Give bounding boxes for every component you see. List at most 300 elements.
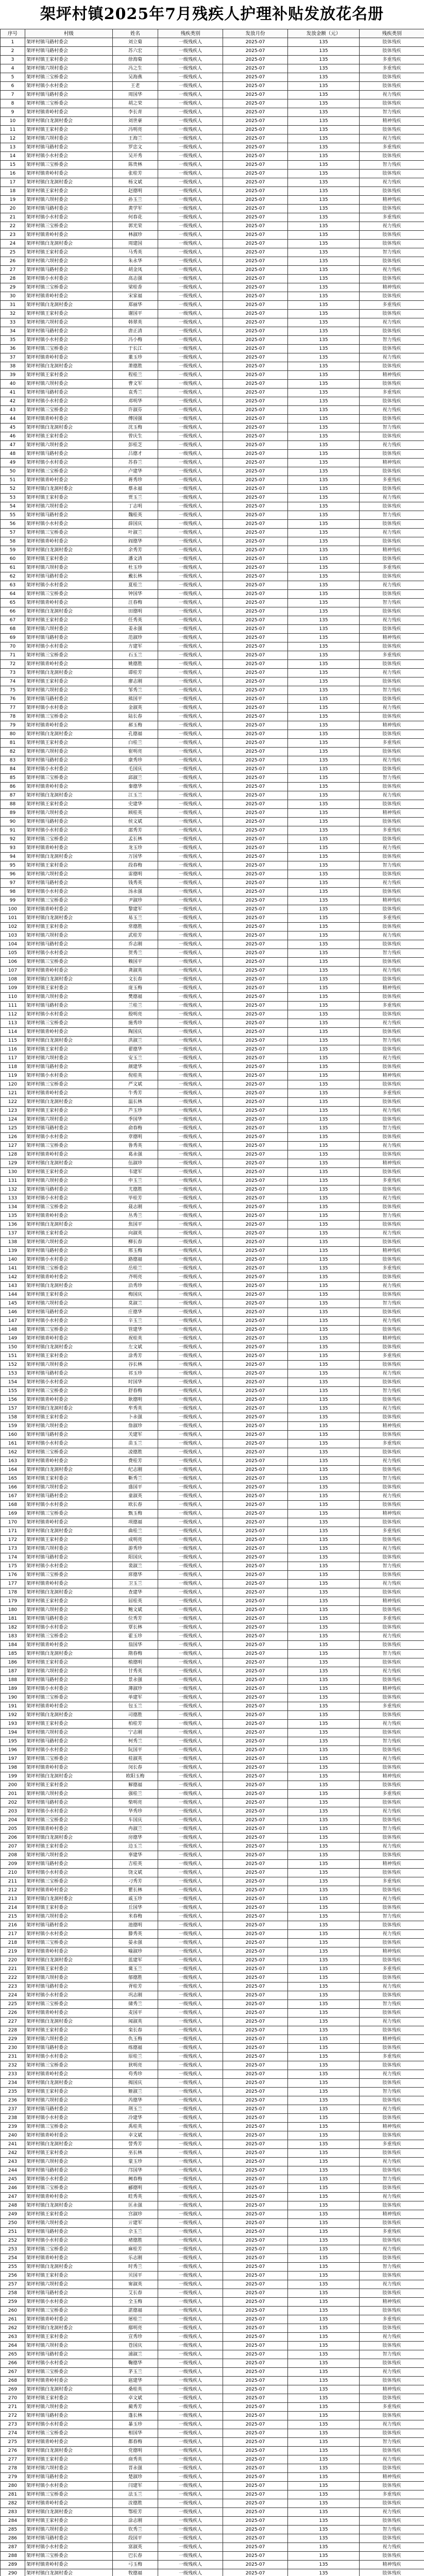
cell-village: 架坪村镇青岭村委会 — [25, 1273, 113, 1282]
cell-village: 架坪村镇白龙洞村委会 — [25, 1466, 113, 1475]
cell-type: 肢体残疾 — [360, 1291, 424, 1299]
cell-month: 2025-07 — [223, 240, 288, 248]
cell-grade: 一级残疾人 — [158, 1807, 223, 1816]
cell-index: 241 — [1, 2140, 25, 2149]
cell-village: 架坪村镇王家村委会 — [25, 1720, 113, 1728]
cell-amount: 135 — [288, 1545, 360, 1553]
cell-type: 视力残疾 — [360, 2508, 424, 2517]
cell-index: 151 — [1, 1352, 25, 1361]
cell-type: 精神残疾 — [360, 1334, 424, 1343]
cell-grade: 一级残疾人 — [158, 721, 223, 730]
cell-amount: 135 — [288, 91, 360, 99]
cell-village: 架坪村镇王家村委会 — [25, 1352, 113, 1361]
cell-name: 左文斌 — [113, 1343, 158, 1352]
cell-index: 186 — [1, 1658, 25, 1667]
cell-name: 王老 — [113, 82, 158, 91]
cell-grade: 一级残疾人 — [158, 1693, 223, 1702]
cell-type: 精神残疾 — [360, 721, 424, 730]
cell-village: 架坪村镇王家村委会 — [25, 1842, 113, 1851]
cell-grade: 一级残疾人 — [158, 143, 223, 152]
cell-index: 255 — [1, 2263, 25, 2272]
cell-index: 11 — [1, 126, 25, 134]
cell-name: 金淑英 — [113, 704, 158, 713]
cell-grade: 一级残疾人 — [158, 187, 223, 196]
cell-name: 沈玉梅 — [113, 423, 158, 432]
cell-amount: 135 — [288, 266, 360, 275]
cell-village: 架坪村镇白龙洞村委会 — [25, 2385, 113, 2394]
cell-name: 叶淑兰 — [113, 529, 158, 537]
cell-grade: 一级残疾人 — [158, 1054, 223, 1063]
table-row — [1, 590, 424, 599]
cell-amount: 135 — [288, 2333, 360, 2342]
cell-amount: 135 — [288, 1142, 360, 1150]
table-row — [1, 1308, 424, 1317]
table-row — [1, 1002, 424, 1010]
cell-amount: 135 — [288, 196, 360, 205]
cell-amount: 135 — [288, 1510, 360, 1518]
cell-grade: 一级残疾人 — [158, 1956, 223, 1965]
cell-type: 视力残疾 — [360, 1895, 424, 1904]
table-row — [1, 362, 424, 371]
cell-month: 2025-07 — [223, 1256, 288, 1264]
cell-index: 79 — [1, 721, 25, 730]
cell-type: 肢体残疾 — [360, 940, 424, 949]
cell-type: 视力残疾 — [360, 1107, 424, 1115]
cell-type: 多重残疾 — [360, 301, 424, 310]
cell-name: 葛永强 — [113, 1150, 158, 1159]
cell-name: 向淑英 — [113, 1229, 158, 1238]
cell-grade: 一级残疾人 — [158, 1431, 223, 1439]
cell-month: 2025-07 — [223, 879, 288, 888]
cell-month: 2025-07 — [223, 975, 288, 984]
cell-type: 多重残疾 — [360, 1877, 424, 1886]
table-row — [1, 1028, 424, 1037]
cell-type: 肢体残疾 — [360, 625, 424, 634]
cell-type: 精神残疾 — [360, 809, 424, 818]
cell-name: 谢国平 — [113, 310, 158, 318]
cell-name: 麦国平 — [113, 2009, 158, 2018]
cell-village: 架坪村镇马路村委会 — [25, 2166, 113, 2175]
cell-grade: 一级残疾人 — [158, 1580, 223, 1588]
cell-name: 佘玉兰 — [113, 2228, 158, 2236]
cell-grade: 一级残疾人 — [158, 537, 223, 546]
cell-amount: 135 — [288, 2236, 360, 2245]
cell-grade: 一级残疾人 — [158, 2499, 223, 2508]
cell-grade: 一级残疾人 — [158, 1588, 223, 1597]
cell-grade: 一级残疾人 — [158, 1702, 223, 1711]
cell-name: 侯文斌 — [113, 818, 158, 826]
cell-amount: 135 — [288, 1150, 360, 1159]
cell-index: 244 — [1, 2166, 25, 2175]
cell-month: 2025-07 — [223, 1588, 288, 1597]
cell-type: 肢体残疾 — [360, 327, 424, 336]
cell-month: 2025-07 — [223, 1764, 288, 1772]
cell-index: 46 — [1, 432, 25, 441]
table-row — [1, 1597, 424, 1606]
cell-index: 220 — [1, 1956, 25, 1965]
cell-name: 程桂兰 — [113, 371, 158, 380]
cell-village: 架坪村镇小水村委会 — [25, 765, 113, 774]
cell-index: 70 — [1, 642, 25, 651]
table-row — [1, 275, 424, 283]
cell-index: 190 — [1, 1693, 25, 1702]
cell-amount: 135 — [288, 2018, 360, 2026]
cell-amount: 135 — [288, 1588, 360, 1597]
cell-amount: 135 — [288, 590, 360, 599]
cell-month: 2025-07 — [223, 1212, 288, 1221]
cell-type: 视力残疾 — [360, 2018, 424, 2026]
cell-grade: 一级残疾人 — [158, 1851, 223, 1860]
cell-village: 架坪村镇王家村委会 — [25, 2394, 113, 2403]
cell-village: 架坪村镇六坝村委会 — [25, 625, 113, 634]
cell-village: 架坪村镇六坝村委会 — [25, 2342, 113, 2350]
cell-index: 111 — [1, 1002, 25, 1010]
cell-name: 暴玉珍 — [113, 2420, 158, 2429]
cell-grade: 一级残疾人 — [158, 1150, 223, 1159]
cell-village: 架坪村镇王家村委会 — [25, 1413, 113, 1422]
cell-village: 架坪村镇白龙洞村委会 — [25, 2569, 113, 2576]
cell-index: 110 — [1, 993, 25, 1002]
cell-name: 麻桂芳 — [113, 2245, 158, 2254]
cell-index: 18 — [1, 187, 25, 196]
cell-month: 2025-07 — [223, 511, 288, 520]
cell-name: 孔德福 — [113, 730, 158, 739]
cell-grade: 一级残疾人 — [158, 879, 223, 888]
cell-type: 视力残疾 — [360, 879, 424, 888]
cell-type: 肢体残疾 — [360, 1904, 424, 1912]
cell-village: 架坪村镇王家村委会 — [25, 1107, 113, 1115]
cell-month: 2025-07 — [223, 2464, 288, 2473]
cell-grade: 一级残疾人 — [158, 2473, 223, 2482]
cell-name: 眭秀英 — [113, 2193, 158, 2201]
cell-amount: 135 — [288, 572, 360, 581]
cell-name: 池德明 — [113, 1921, 158, 1930]
cell-village: 架坪村镇六坝村委会 — [25, 1238, 113, 1247]
cell-village: 架坪村镇三宝桥委会 — [25, 1264, 113, 1273]
cell-amount: 135 — [288, 783, 360, 791]
cell-month: 2025-07 — [223, 2394, 288, 2403]
cell-type: 肢体残疾 — [360, 2412, 424, 2420]
cell-month: 2025-07 — [223, 1054, 288, 1063]
cell-index: 44 — [1, 415, 25, 423]
cell-name: 曾庆生 — [113, 432, 158, 441]
cell-name: 舒春梅 — [113, 1387, 158, 1396]
cell-amount: 135 — [288, 2350, 360, 2359]
cell-village: 架坪村镇六坝村委会 — [25, 1667, 113, 1676]
cell-index: 13 — [1, 143, 25, 152]
cell-name: 牧德福 — [113, 2569, 158, 2576]
cell-type: 精神残疾 — [360, 1510, 424, 1518]
cell-month: 2025-07 — [223, 1685, 288, 1693]
cell-village: 架坪村镇马路村委会 — [25, 450, 113, 459]
cell-grade: 一级残疾人 — [158, 1606, 223, 1615]
cell-type: 肢体残疾 — [360, 2201, 424, 2210]
cell-type: 智力残疾 — [360, 686, 424, 695]
cell-village: 架坪村镇青岭村委会 — [25, 1334, 113, 1343]
cell-month: 2025-07 — [223, 2184, 288, 2193]
cell-grade: 一级残疾人 — [158, 1790, 223, 1799]
table-row — [1, 1755, 424, 1764]
table-row — [1, 958, 424, 967]
cell-village: 架坪村镇王家村委会 — [25, 1229, 113, 1238]
cell-grade: 一级残疾人 — [158, 170, 223, 178]
cell-name: 白桂兰 — [113, 739, 158, 748]
cell-index: 1 — [1, 38, 25, 47]
table-row — [1, 1431, 424, 1439]
cell-index: 26 — [1, 257, 25, 266]
cell-type: 肢体残疾 — [360, 1413, 424, 1422]
cell-type: 肢体残疾 — [360, 2307, 424, 2315]
cell-type: 肢体残疾 — [360, 2429, 424, 2438]
cell-grade: 一级残疾人 — [158, 1045, 223, 1054]
cell-village: 架坪村镇六坝村委会 — [25, 1054, 113, 1063]
cell-grade: 一级残疾人 — [158, 2254, 223, 2263]
cell-amount: 135 — [288, 2552, 360, 2561]
cell-amount: 135 — [288, 677, 360, 686]
table-row — [1, 1939, 424, 1947]
table-row — [1, 134, 424, 143]
cell-village: 架坪村镇王家村委会 — [25, 2517, 113, 2526]
table-row — [1, 1439, 424, 1448]
cell-index: 118 — [1, 1063, 25, 1072]
cell-name: 季国华 — [113, 1115, 158, 1124]
cell-month: 2025-07 — [223, 2009, 288, 2018]
cell-index: 261 — [1, 2315, 25, 2324]
cell-name: 王海兰 — [113, 134, 158, 143]
cell-amount: 135 — [288, 1264, 360, 1273]
cell-month: 2025-07 — [223, 607, 288, 616]
cell-grade: 一级残疾人 — [158, 704, 223, 713]
cell-amount: 135 — [288, 1404, 360, 1413]
cell-name: 邝国华 — [113, 2166, 158, 2175]
cell-village: 架坪村镇三宝桥委会 — [25, 2000, 113, 2009]
cell-grade: 一级残疾人 — [158, 616, 223, 625]
cell-name: 查建华 — [113, 1588, 158, 1597]
cell-village: 架坪村镇马路村委会 — [25, 2412, 113, 2420]
cell-amount: 135 — [288, 134, 360, 143]
cell-village: 架坪村镇小水村委会 — [25, 1991, 113, 2000]
table-row — [1, 2307, 424, 2315]
col-header-name: 姓名 — [113, 29, 158, 38]
cell-month: 2025-07 — [223, 2088, 288, 2096]
cell-name: 鲍文斌 — [113, 1606, 158, 1615]
cell-month: 2025-07 — [223, 2508, 288, 2517]
cell-type: 肢体残疾 — [360, 1816, 424, 1825]
cell-amount: 135 — [288, 1799, 360, 1807]
cell-amount: 135 — [288, 2412, 360, 2420]
cell-month: 2025-07 — [223, 2210, 288, 2219]
cell-amount: 135 — [288, 2534, 360, 2543]
cell-grade: 一级残疾人 — [158, 1825, 223, 1834]
cell-name: 巴长春 — [113, 2552, 158, 2561]
cell-grade: 一级残疾人 — [158, 651, 223, 660]
cell-index: 218 — [1, 1939, 25, 1947]
cell-month: 2025-07 — [223, 1352, 288, 1361]
cell-grade: 一级残疾人 — [158, 1010, 223, 1019]
cell-type: 肢体残疾 — [360, 590, 424, 599]
table-row — [1, 1133, 424, 1142]
cell-grade: 一级残疾人 — [158, 152, 223, 161]
cell-village: 架坪村镇王家村委会 — [25, 371, 113, 380]
cell-village: 架坪村镇青岭村委会 — [25, 967, 113, 975]
cell-village: 架坪村镇青岭村委会 — [25, 2561, 113, 2569]
cell-grade: 一级残疾人 — [158, 713, 223, 721]
cell-village: 架坪村镇王家村委会 — [25, 310, 113, 318]
cell-amount: 135 — [288, 686, 360, 695]
cell-name: 石玉兰 — [113, 651, 158, 660]
cell-month: 2025-07 — [223, 56, 288, 64]
cell-amount: 135 — [288, 1772, 360, 1781]
cell-index: 152 — [1, 1361, 25, 1369]
cell-village: 架坪村镇青岭村委会 — [25, 2131, 113, 2140]
cell-grade: 一级残疾人 — [158, 1326, 223, 1334]
cell-grade: 一级残疾人 — [158, 2140, 223, 2149]
cell-village: 架坪村镇六坝村委会 — [25, 1851, 113, 1860]
cell-name: 耿德明 — [113, 1396, 158, 1404]
cell-month: 2025-07 — [223, 555, 288, 564]
cell-name: 邹秀兰 — [113, 686, 158, 695]
cell-name: 方建军 — [113, 642, 158, 651]
cell-amount: 135 — [288, 896, 360, 905]
table-row — [1, 2324, 424, 2333]
cell-index: 100 — [1, 905, 25, 914]
cell-grade: 一级残疾人 — [158, 914, 223, 923]
cell-name: 宣秀珍 — [113, 2333, 158, 2342]
cell-village: 架坪村镇马路村委会 — [25, 756, 113, 765]
cell-amount: 135 — [288, 371, 360, 380]
cell-village: 架坪村镇白龙洞村委会 — [25, 730, 113, 739]
cell-village: 架坪村镇六坝村委会 — [25, 2526, 113, 2534]
cell-name: 桑桂英 — [113, 2385, 158, 2394]
cell-type: 视力残疾 — [360, 441, 424, 450]
cell-month: 2025-07 — [223, 2026, 288, 2035]
cell-amount: 135 — [288, 564, 360, 572]
cell-name: 翁国华 — [113, 1641, 158, 1650]
cell-name: 唐正清 — [113, 327, 158, 336]
cell-index: 271 — [1, 2403, 25, 2412]
cell-name: 毛国庆 — [113, 765, 158, 774]
cell-type: 精神残疾 — [360, 1860, 424, 1869]
cell-index: 210 — [1, 1869, 25, 1877]
cell-name: 谷长林 — [113, 1361, 158, 1369]
cell-amount: 135 — [288, 397, 360, 406]
cell-amount: 135 — [288, 257, 360, 266]
table-row — [1, 47, 424, 56]
cell-type: 肢体残疾 — [360, 2272, 424, 2280]
cell-grade: 一级残疾人 — [158, 2403, 223, 2412]
cell-village: 架坪村镇小水村委会 — [25, 1133, 113, 1142]
table-row — [1, 1580, 424, 1588]
cell-index: 274 — [1, 2429, 25, 2438]
cell-amount: 135 — [288, 240, 360, 248]
cell-grade: 一级残疾人 — [158, 388, 223, 397]
cell-type: 视力残疾 — [360, 222, 424, 231]
cell-index: 82 — [1, 748, 25, 756]
cell-type: 精神残疾 — [360, 2210, 424, 2219]
cell-village: 架坪村镇三宝桥委会 — [25, 1510, 113, 1518]
table-row — [1, 1860, 424, 1869]
cell-type: 肢体残疾 — [360, 1623, 424, 1632]
cell-grade: 一级残疾人 — [158, 161, 223, 170]
cell-type: 视力残疾 — [360, 529, 424, 537]
cell-month: 2025-07 — [223, 1860, 288, 1869]
cell-name: 单建军 — [113, 1693, 158, 1702]
table-row — [1, 108, 424, 117]
cell-village: 架坪村镇马路村委会 — [25, 1063, 113, 1072]
cell-grade: 一级残疾人 — [158, 800, 223, 809]
cell-index: 103 — [1, 931, 25, 940]
cell-index: 61 — [1, 564, 25, 572]
cell-grade: 一级残疾人 — [158, 2079, 223, 2088]
cell-name: 阮国平 — [113, 1746, 158, 1755]
cell-month: 2025-07 — [223, 2289, 288, 2298]
cell-village: 架坪村镇王家村委会 — [25, 923, 113, 931]
cell-amount: 135 — [288, 441, 360, 450]
cell-month: 2025-07 — [223, 476, 288, 485]
cell-month: 2025-07 — [223, 1693, 288, 1702]
cell-index: 49 — [1, 459, 25, 467]
cell-village: 架坪村镇白龙洞村委会 — [25, 669, 113, 677]
cell-amount: 135 — [288, 213, 360, 222]
cell-type: 肢体残疾 — [360, 1921, 424, 1930]
cell-index: 283 — [1, 2508, 25, 2517]
cell-month: 2025-07 — [223, 450, 288, 459]
table-row — [1, 2517, 424, 2526]
cell-index: 142 — [1, 1273, 25, 1282]
cell-grade: 一级残疾人 — [158, 1921, 223, 1930]
cell-village: 架坪村镇马路村委会 — [25, 143, 113, 152]
cell-amount: 135 — [288, 879, 360, 888]
cell-grade: 一级残疾人 — [158, 1002, 223, 1010]
cell-village: 架坪村镇马路村委会 — [25, 1308, 113, 1317]
cell-month: 2025-07 — [223, 2350, 288, 2359]
cell-village: 架坪村镇三宝桥委会 — [25, 73, 113, 82]
cell-name: 贝国平 — [113, 2272, 158, 2280]
cell-name: 苗玉兰 — [113, 1439, 158, 1448]
cell-month: 2025-07 — [223, 1369, 288, 1378]
table-row — [1, 266, 424, 275]
table-row — [1, 1413, 424, 1422]
cell-grade: 一级残疾人 — [158, 2324, 223, 2333]
cell-type: 视力残疾 — [360, 1720, 424, 1728]
cell-grade: 一级残疾人 — [158, 231, 223, 240]
cell-amount: 135 — [288, 1860, 360, 1869]
cell-month: 2025-07 — [223, 2517, 288, 2526]
cell-village: 架坪村镇六坝村委会 — [25, 134, 113, 143]
cell-type: 智力残疾 — [360, 2088, 424, 2096]
cell-grade: 一级残疾人 — [158, 1676, 223, 1685]
cell-name: 亓建军 — [113, 2219, 158, 2228]
table-row — [1, 161, 424, 170]
table-row — [1, 914, 424, 923]
table-row — [1, 38, 424, 47]
cell-village: 架坪村镇三宝桥委会 — [25, 2061, 113, 2070]
cell-grade: 一级残疾人 — [158, 441, 223, 450]
cell-index: 90 — [1, 818, 25, 826]
cell-village: 架坪村镇六坝村委会 — [25, 993, 113, 1002]
cell-grade: 一级残疾人 — [158, 2429, 223, 2438]
cell-village: 架坪村镇马路村委会 — [25, 1185, 113, 1194]
cell-month: 2025-07 — [223, 327, 288, 336]
cell-amount: 135 — [288, 809, 360, 818]
cell-type: 肢体残疾 — [360, 1658, 424, 1667]
cell-grade: 一级残疾人 — [158, 1142, 223, 1150]
cell-type: 视力残疾 — [360, 581, 424, 590]
cell-amount: 135 — [288, 949, 360, 958]
cell-type: 智力残疾 — [360, 1737, 424, 1746]
cell-amount: 135 — [288, 2420, 360, 2429]
cell-month: 2025-07 — [223, 1746, 288, 1755]
